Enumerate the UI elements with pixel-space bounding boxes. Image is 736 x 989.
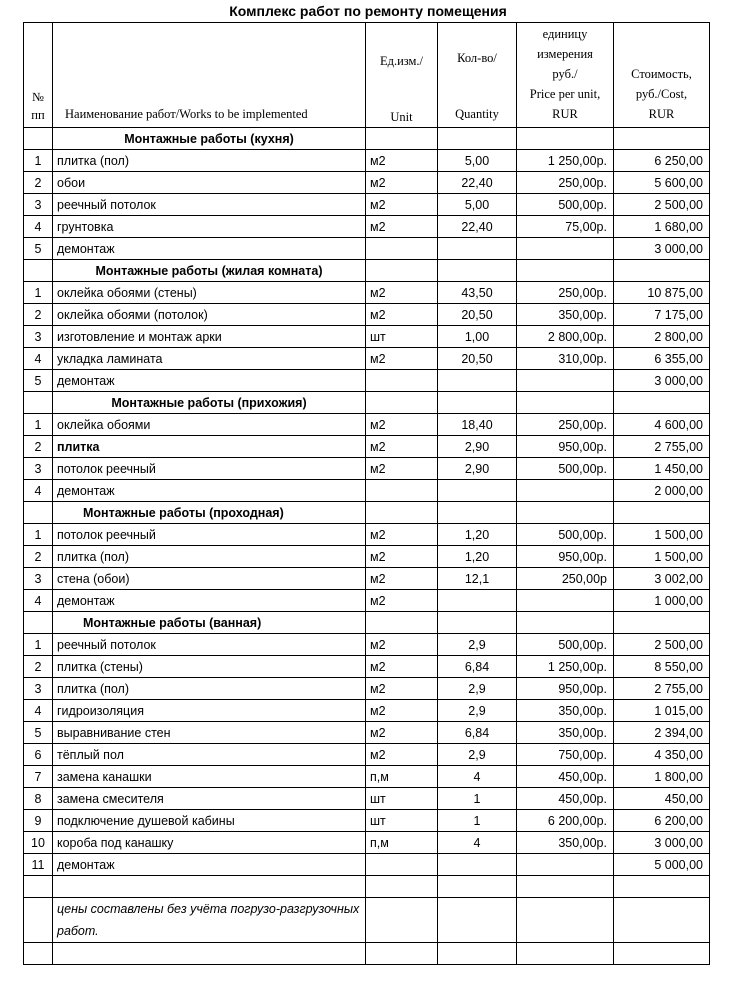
section-empty-cell xyxy=(517,502,614,524)
row-unit: м2 xyxy=(366,524,438,546)
section-header-row xyxy=(24,502,710,524)
row-number: 10 xyxy=(24,832,53,854)
header-cost-line1: Стоимость, xyxy=(631,67,692,81)
row-name: демонтаж xyxy=(53,854,366,876)
row-cost: 6 250,00 xyxy=(614,150,710,172)
section-empty-cell xyxy=(366,502,438,524)
row-name: потолок реечный xyxy=(53,524,366,546)
row-name: оклейка обоями xyxy=(53,414,366,436)
row-cost: 2 000,00 xyxy=(614,480,710,502)
row-name: замена канашки xyxy=(53,766,366,788)
row-unit: м2 xyxy=(366,282,438,304)
row-price: 1 250,00р. xyxy=(517,656,614,678)
row-unit: м2 xyxy=(366,590,438,612)
row-price: 350,00р. xyxy=(517,722,614,744)
row-price xyxy=(517,854,614,876)
row-price xyxy=(517,370,614,392)
row-cost: 5 600,00 xyxy=(614,172,710,194)
row-unit: п,м xyxy=(366,766,438,788)
row-number: 3 xyxy=(24,194,53,216)
row-number: 1 xyxy=(24,282,53,304)
row-cost: 1 800,00 xyxy=(614,766,710,788)
table-row xyxy=(24,414,710,436)
row-unit: м2 xyxy=(366,216,438,238)
table-row xyxy=(24,722,710,744)
row-price: 250,00р. xyxy=(517,282,614,304)
row-name: демонтаж xyxy=(53,238,366,260)
section-empty-cell xyxy=(366,612,438,634)
section-empty-cell xyxy=(614,612,710,634)
table-row xyxy=(24,700,710,722)
row-unit: м2 xyxy=(366,700,438,722)
row-name: плитка (пол) xyxy=(53,546,366,568)
note-empty-cell xyxy=(438,898,517,943)
row-unit: м2 xyxy=(366,172,438,194)
row-cost: 2 755,00 xyxy=(614,436,710,458)
row-unit xyxy=(366,480,438,502)
section-empty-cell xyxy=(438,128,517,150)
row-unit: м2 xyxy=(366,744,438,766)
row-cost: 8 550,00 xyxy=(614,656,710,678)
row-price: 250,00р xyxy=(517,568,614,590)
row-unit xyxy=(366,370,438,392)
row-cost: 1 500,00 xyxy=(614,524,710,546)
row-price: 350,00р. xyxy=(517,304,614,326)
table-row xyxy=(24,744,710,766)
row-price: 950,00р. xyxy=(517,436,614,458)
row-name: замена смесителя xyxy=(53,788,366,810)
section-empty-cell xyxy=(517,612,614,634)
section-spacer xyxy=(24,260,53,282)
row-price xyxy=(517,238,614,260)
works-table xyxy=(23,22,710,965)
row-name: плитка (стены) xyxy=(53,656,366,678)
row-name: гидроизоляция xyxy=(53,700,366,722)
row-cost: 5 000,00 xyxy=(614,854,710,876)
row-number: 1 xyxy=(24,524,53,546)
row-cost: 6 200,00 xyxy=(614,810,710,832)
row-name: демонтаж xyxy=(53,590,366,612)
row-cost: 2 500,00 xyxy=(614,194,710,216)
row-name: тёплый пол xyxy=(53,744,366,766)
section-empty-cell xyxy=(438,502,517,524)
row-quantity: 5,00 xyxy=(438,194,517,216)
blank-cell xyxy=(614,943,710,965)
row-number: 4 xyxy=(24,216,53,238)
row-cost: 4 600,00 xyxy=(614,414,710,436)
table-row xyxy=(24,150,710,172)
section-empty-cell xyxy=(614,260,710,282)
section-title: Монтажные работы (ванная) xyxy=(53,612,366,634)
row-quantity: 18,40 xyxy=(438,414,517,436)
row-name: обои xyxy=(53,172,366,194)
blank-cell xyxy=(24,876,53,898)
row-quantity: 2,9 xyxy=(438,744,517,766)
header-unit-line2: Unit xyxy=(390,110,413,124)
row-number: 2 xyxy=(24,546,53,568)
section-header-row xyxy=(24,612,710,634)
row-cost: 3 000,00 xyxy=(614,238,710,260)
row-number: 8 xyxy=(24,788,53,810)
table-body xyxy=(24,128,710,965)
row-number: 5 xyxy=(24,722,53,744)
row-price: 500,00р. xyxy=(517,194,614,216)
row-unit: м2 xyxy=(366,194,438,216)
row-name: плитка xyxy=(53,436,366,458)
section-spacer xyxy=(24,612,53,634)
row-quantity: 43,50 xyxy=(438,282,517,304)
row-unit: п,м xyxy=(366,832,438,854)
row-number: 2 xyxy=(24,436,53,458)
header-cost xyxy=(614,23,710,128)
row-price: 500,00р. xyxy=(517,634,614,656)
row-name: демонтаж xyxy=(53,370,366,392)
section-header-row xyxy=(24,128,710,150)
row-cost: 6 355,00 xyxy=(614,348,710,370)
table-row xyxy=(24,436,710,458)
row-price: 1 250,00р. xyxy=(517,150,614,172)
row-number: 3 xyxy=(24,326,53,348)
blank-row xyxy=(24,943,710,965)
row-cost: 3 000,00 xyxy=(614,832,710,854)
row-unit: м2 xyxy=(366,656,438,678)
row-name: реечный потолок xyxy=(53,634,366,656)
note-empty-cell xyxy=(517,898,614,943)
row-cost: 4 350,00 xyxy=(614,744,710,766)
row-quantity: 4 xyxy=(438,832,517,854)
table-row xyxy=(24,370,710,392)
table-row xyxy=(24,480,710,502)
row-unit: м2 xyxy=(366,304,438,326)
row-quantity: 1 xyxy=(438,788,517,810)
header-unit-line1: Ед.изм./ xyxy=(379,54,424,68)
note-text: цены составлены без учёта погрузо-разгрузочных работ. xyxy=(53,898,366,943)
row-quantity xyxy=(438,480,517,502)
section-title: Монтажные работы (кухня) xyxy=(53,128,366,150)
header-number xyxy=(24,23,53,128)
blank-cell xyxy=(24,943,53,965)
row-quantity xyxy=(438,854,517,876)
row-quantity: 22,40 xyxy=(438,172,517,194)
row-name: короба под канашку xyxy=(53,832,366,854)
row-number: 9 xyxy=(24,810,53,832)
section-empty-cell xyxy=(614,128,710,150)
row-name: стена (обои) xyxy=(53,568,366,590)
section-empty-cell xyxy=(517,260,614,282)
row-cost: 2 800,00 xyxy=(614,326,710,348)
row-cost: 450,00 xyxy=(614,788,710,810)
header-quantity xyxy=(438,23,517,128)
header-price-line5: RUR xyxy=(552,107,578,121)
blank-row xyxy=(24,876,710,898)
row-name: грунтовка xyxy=(53,216,366,238)
row-price: 350,00р. xyxy=(517,700,614,722)
row-name: плитка (пол) xyxy=(53,150,366,172)
section-empty-cell xyxy=(366,128,438,150)
section-empty-cell xyxy=(366,260,438,282)
row-number: 3 xyxy=(24,678,53,700)
row-unit: шт xyxy=(366,788,438,810)
table-row xyxy=(24,788,710,810)
row-quantity: 2,90 xyxy=(438,458,517,480)
row-quantity: 2,9 xyxy=(438,634,517,656)
blank-cell xyxy=(517,876,614,898)
section-empty-cell xyxy=(438,392,517,414)
row-number: 11 xyxy=(24,854,53,876)
row-unit: шт xyxy=(366,810,438,832)
section-spacer xyxy=(24,128,53,150)
table-row xyxy=(24,282,710,304)
blank-cell xyxy=(438,943,517,965)
blank-cell xyxy=(517,943,614,965)
row-cost: 2 755,00 xyxy=(614,678,710,700)
header-price-line3: руб./ xyxy=(552,67,578,81)
table-row xyxy=(24,810,710,832)
section-spacer xyxy=(24,392,53,414)
row-quantity: 1,20 xyxy=(438,524,517,546)
section-empty-cell xyxy=(614,502,710,524)
row-number: 2 xyxy=(24,304,53,326)
row-quantity: 4 xyxy=(438,766,517,788)
table-row xyxy=(24,172,710,194)
row-cost: 2 500,00 xyxy=(614,634,710,656)
header-price xyxy=(517,23,614,128)
blank-cell xyxy=(366,943,438,965)
header-cost-line3: RUR xyxy=(648,107,675,121)
row-quantity: 6,84 xyxy=(438,656,517,678)
row-cost: 1 500,00 xyxy=(614,546,710,568)
row-name: выравнивание стен xyxy=(53,722,366,744)
row-cost: 7 175,00 xyxy=(614,304,710,326)
row-unit: м2 xyxy=(366,722,438,744)
section-header-row xyxy=(24,392,710,414)
blank-cell xyxy=(53,876,366,898)
row-price: 6 200,00р. xyxy=(517,810,614,832)
row-number: 3 xyxy=(24,458,53,480)
row-number: 4 xyxy=(24,348,53,370)
row-price: 250,00р. xyxy=(517,414,614,436)
row-number: 4 xyxy=(24,700,53,722)
row-unit: м2 xyxy=(366,678,438,700)
row-unit: м2 xyxy=(366,568,438,590)
row-number: 1 xyxy=(24,414,53,436)
row-cost: 1 680,00 xyxy=(614,216,710,238)
header-name: Наименование работ/Works to be implemented xyxy=(53,23,366,128)
row-cost: 10 875,00 xyxy=(614,282,710,304)
table-row xyxy=(24,348,710,370)
table-row xyxy=(24,524,710,546)
row-number: 4 xyxy=(24,480,53,502)
table-row xyxy=(24,458,710,480)
row-price: 950,00р. xyxy=(517,546,614,568)
row-name: изготовление и монтаж арки xyxy=(53,326,366,348)
section-spacer xyxy=(24,502,53,524)
row-quantity: 20,50 xyxy=(438,348,517,370)
row-number: 2 xyxy=(24,172,53,194)
section-title: Монтажные работы (жилая комната) xyxy=(53,260,366,282)
header-quantity-line2: Quantity xyxy=(455,107,499,121)
table-row xyxy=(24,832,710,854)
table-row xyxy=(24,546,710,568)
row-quantity: 1 xyxy=(438,810,517,832)
header-price-line2: измерения xyxy=(537,47,593,61)
row-name: потолок реечный xyxy=(53,458,366,480)
table-row xyxy=(24,656,710,678)
row-name: реечный потолок xyxy=(53,194,366,216)
row-name: демонтаж xyxy=(53,480,366,502)
row-price: 450,00р. xyxy=(517,788,614,810)
header-quantity-line1: Кол-во/ xyxy=(457,51,497,65)
row-price: 500,00р. xyxy=(517,458,614,480)
section-empty-cell xyxy=(438,260,517,282)
row-quantity: 20,50 xyxy=(438,304,517,326)
table-row xyxy=(24,194,710,216)
header-price-line4: Price per unit, xyxy=(529,87,601,101)
note-empty-cell xyxy=(366,898,438,943)
table-row xyxy=(24,590,710,612)
row-price: 950,00р. xyxy=(517,678,614,700)
row-unit: м2 xyxy=(366,436,438,458)
row-price: 350,00р. xyxy=(517,832,614,854)
row-price xyxy=(517,590,614,612)
row-name: плитка (пол) xyxy=(53,678,366,700)
row-name: оклейка обоями (потолок) xyxy=(53,304,366,326)
row-number: 3 xyxy=(24,568,53,590)
row-name: оклейка обоями (стены) xyxy=(53,282,366,304)
row-number: 2 xyxy=(24,656,53,678)
row-price: 2 800,00р. xyxy=(517,326,614,348)
row-cost: 1 015,00 xyxy=(614,700,710,722)
row-price: 310,00р. xyxy=(517,348,614,370)
section-empty-cell xyxy=(366,392,438,414)
note-spacer xyxy=(24,898,53,943)
row-number: 1 xyxy=(24,150,53,172)
row-number: 6 xyxy=(24,744,53,766)
section-title: Монтажные работы (прихожия) xyxy=(53,392,366,414)
row-unit xyxy=(366,854,438,876)
row-quantity: 12,1 xyxy=(438,568,517,590)
blank-cell xyxy=(614,876,710,898)
header-number-line1: № xyxy=(32,90,44,104)
section-empty-cell xyxy=(517,128,614,150)
row-cost: 2 394,00 xyxy=(614,722,710,744)
row-price: 450,00р. xyxy=(517,766,614,788)
row-price xyxy=(517,480,614,502)
row-unit: м2 xyxy=(366,150,438,172)
row-quantity: 2,9 xyxy=(438,678,517,700)
header-unit xyxy=(366,23,438,128)
row-number: 7 xyxy=(24,766,53,788)
row-cost: 3 002,00 xyxy=(614,568,710,590)
section-header-row xyxy=(24,260,710,282)
row-number: 1 xyxy=(24,634,53,656)
blank-cell xyxy=(53,943,366,965)
section-empty-cell xyxy=(614,392,710,414)
row-number: 5 xyxy=(24,370,53,392)
table-row xyxy=(24,634,710,656)
row-price: 500,00р. xyxy=(517,524,614,546)
row-unit: шт xyxy=(366,326,438,348)
header-number-line2: пп xyxy=(31,108,45,122)
row-quantity: 2,90 xyxy=(438,436,517,458)
row-quantity: 1,20 xyxy=(438,546,517,568)
row-quantity: 6,84 xyxy=(438,722,517,744)
row-name: укладка ламината xyxy=(53,348,366,370)
row-number: 5 xyxy=(24,238,53,260)
row-cost: 1 000,00 xyxy=(614,590,710,612)
row-quantity: 5,00 xyxy=(438,150,517,172)
row-unit: м2 xyxy=(366,348,438,370)
table-header-row xyxy=(24,23,710,128)
table-row xyxy=(24,304,710,326)
header-cost-line2: руб./Cost, xyxy=(635,87,688,101)
row-number: 4 xyxy=(24,590,53,612)
table-row xyxy=(24,766,710,788)
blank-cell xyxy=(366,876,438,898)
row-quantity xyxy=(438,238,517,260)
table-row xyxy=(24,216,710,238)
table-row xyxy=(24,568,710,590)
document-title: Комплекс работ по ремонту помещения xyxy=(229,3,507,19)
section-empty-cell xyxy=(438,612,517,634)
row-cost: 1 450,00 xyxy=(614,458,710,480)
note-row xyxy=(24,898,710,943)
row-price: 75,00р. xyxy=(517,216,614,238)
table-row xyxy=(24,238,710,260)
row-name: подключение душевой кабины xyxy=(53,810,366,832)
row-unit: м2 xyxy=(366,458,438,480)
row-cost: 3 000,00 xyxy=(614,370,710,392)
table-row xyxy=(24,326,710,348)
section-empty-cell xyxy=(517,392,614,414)
row-quantity xyxy=(438,370,517,392)
row-price: 250,00р. xyxy=(517,172,614,194)
note-empty-cell xyxy=(614,898,710,943)
row-quantity: 2,9 xyxy=(438,700,517,722)
row-unit: м2 xyxy=(366,634,438,656)
table-row xyxy=(24,854,710,876)
row-quantity xyxy=(438,590,517,612)
row-quantity: 22,40 xyxy=(438,216,517,238)
row-unit xyxy=(366,238,438,260)
row-price: 750,00р. xyxy=(517,744,614,766)
section-title: Монтажные работы (проходная) xyxy=(53,502,366,524)
row-unit: м2 xyxy=(366,414,438,436)
row-unit: м2 xyxy=(366,546,438,568)
header-price-line1: единицу xyxy=(542,27,588,41)
blank-cell xyxy=(438,876,517,898)
row-quantity: 1,00 xyxy=(438,326,517,348)
table-row xyxy=(24,678,710,700)
